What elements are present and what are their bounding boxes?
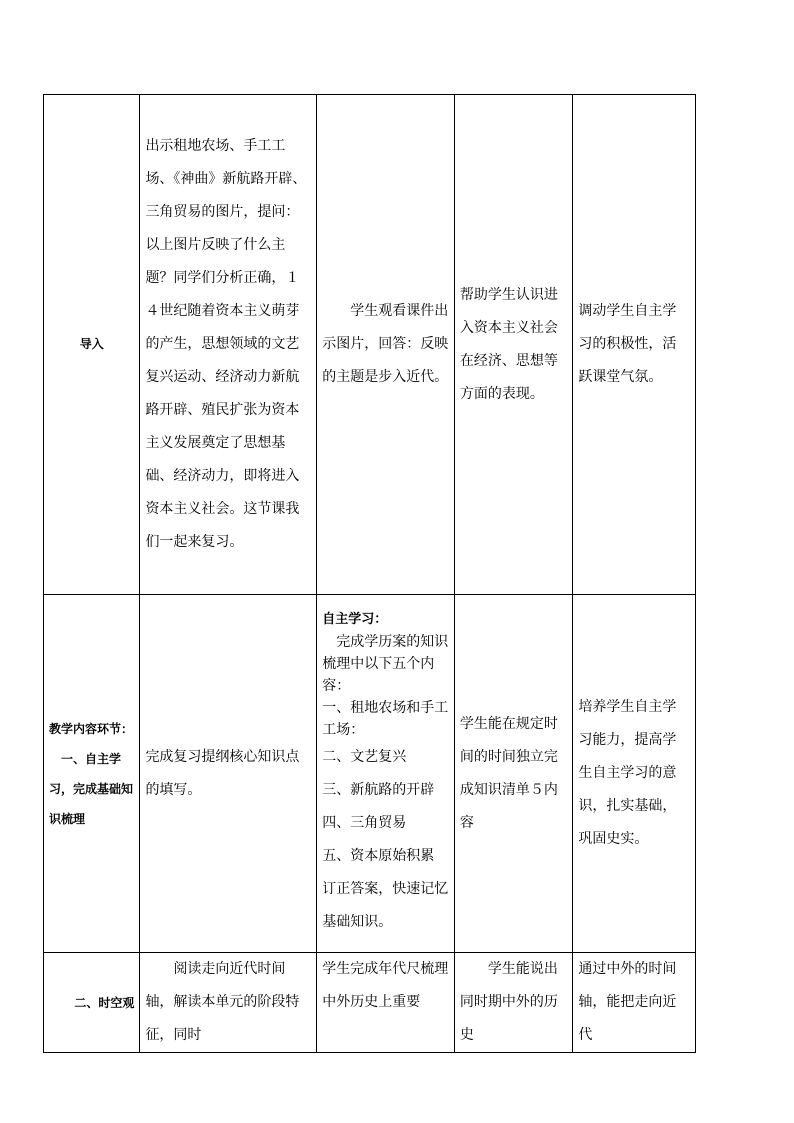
student-activity-intro: 完成学历案的知识梳理中以下五个内容： <box>322 633 449 694</box>
stage-label: 二、时空观 <box>74 996 135 1010</box>
student-activity-end: 订正答案，快速记忆基础知识。 <box>322 880 449 930</box>
stage-cell-timeline <box>44 953 140 1053</box>
stage-label-line2: 一、自主学习，完成基础知识梳理 <box>49 751 134 826</box>
goal-text: 学生能在规定时间的时间独立完成知识清单５内容 <box>459 715 558 831</box>
table-row <box>44 595 696 953</box>
intent-text: 培养学生自主学习能力，提高学生自主学习的意识，扎实基础，巩固史实。 <box>578 699 677 847</box>
teacher-activity-text: 出示租地农场、手工工场、《神曲》新航路开辟、三角贸易的图片，提问：以上图片反映了什么主题？同学们分析正确，１４世纪随着资本主义萌芽的产生，思想领域的文艺复兴运动、经济动力新航路开辟、殖民扩张为资本主义发展奠定了思想基础、经济动力，即将进入资本主义社会。这节课我们一起来复习。 <box>145 138 307 550</box>
teacher-activity-text: 阅读走向近代时间轴，解读本单元的阶段特征，同时 <box>145 961 300 1043</box>
student-activity-cell <box>317 95 455 595</box>
goal-cell <box>454 95 573 595</box>
teacher-activity-cell <box>140 595 317 953</box>
table-row <box>44 95 696 595</box>
student-activity-text: 学生完成年代尺梳理中外历史上重要 <box>322 961 449 1010</box>
intent-text: 调动学生自主学习的积极性，活跃课堂气氛。 <box>578 303 677 385</box>
stage-label-line1: 教学内容环节： <box>49 721 134 736</box>
table-row <box>44 953 696 1053</box>
student-activity-title: 自主学习： <box>322 611 388 627</box>
stage-cell-self-study <box>44 595 140 953</box>
list-item: 三、新航路的开辟 <box>322 781 435 798</box>
lesson-plan-table <box>43 94 696 1053</box>
list-item: 一、租地农场和手工工场： <box>322 699 449 738</box>
teacher-activity-text: 完成复习提纲核心知识点的填写。 <box>145 748 300 798</box>
intent-cell <box>573 595 696 953</box>
intent-cell <box>573 95 696 595</box>
list-item: 四、三角贸易 <box>322 814 407 831</box>
student-activity-cell <box>317 595 455 953</box>
goal-cell <box>454 595 573 953</box>
lesson-plan-table-wrapper <box>43 94 696 1043</box>
stage-cell-intro <box>44 95 140 595</box>
intent-text: 通过中外的时间轴，能把走向近代 <box>578 961 677 1043</box>
goal-cell <box>454 953 573 1053</box>
stage-label: 导入 <box>79 337 104 351</box>
list-item: 二、文艺复兴 <box>322 748 407 765</box>
student-activity-text: 学生观看课件出示图片，回答：反映的主题是步入近代。 <box>322 303 449 385</box>
goal-text: 帮助学生认识进入资本主义社会在经济、思想等方面的表现。 <box>459 286 558 402</box>
intent-cell <box>573 953 696 1053</box>
teacher-activity-cell <box>140 95 317 595</box>
list-item: 五、资本原始积累 <box>322 847 435 864</box>
goal-text: 学生能说出同时期中外的历史 <box>459 961 558 1043</box>
teacher-activity-cell <box>140 953 317 1053</box>
student-activity-cell <box>317 953 455 1053</box>
